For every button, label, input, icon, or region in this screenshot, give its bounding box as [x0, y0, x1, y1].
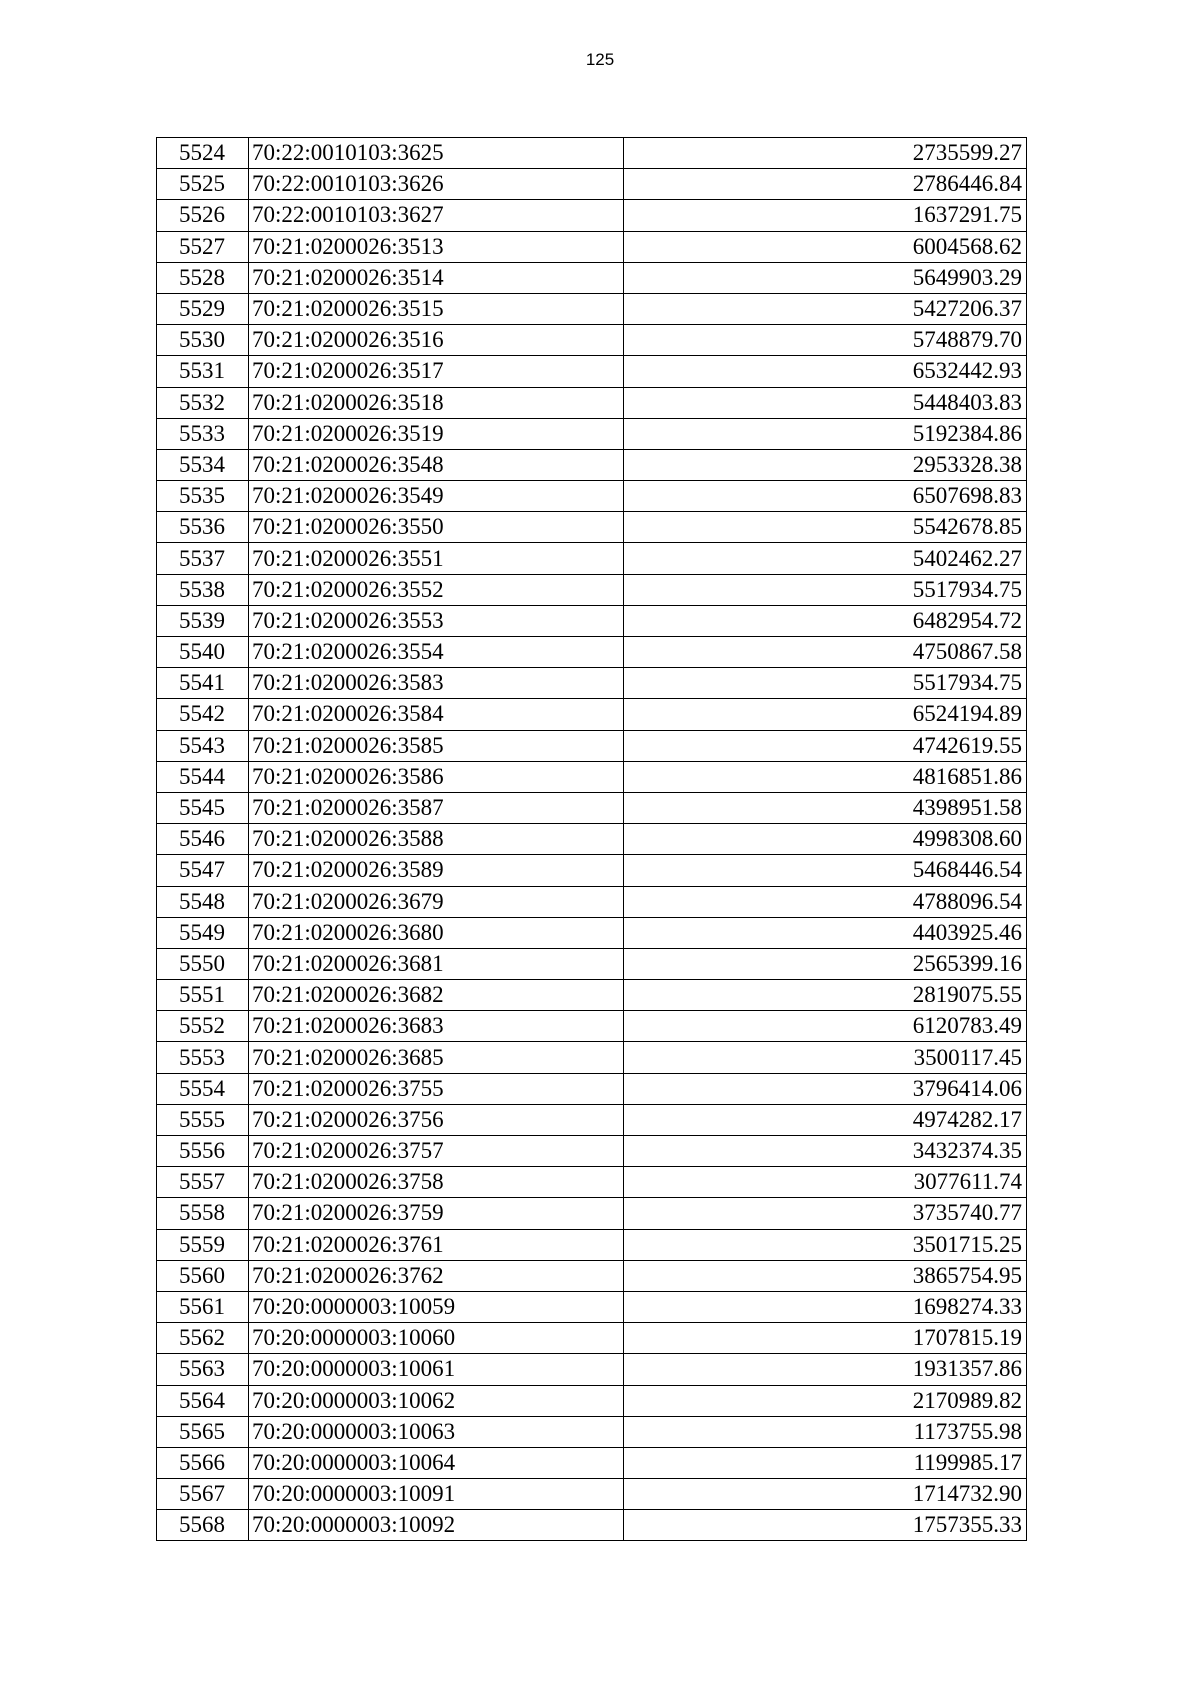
cadastral-value-cell: 5542678.85 [624, 512, 1027, 543]
cadastral-number-cell: 70:20:0000003:10060 [249, 1323, 624, 1354]
cadastral-value-cell: 3865754.95 [624, 1260, 1027, 1291]
cadastral-number-cell: 70:21:0200026:3553 [249, 605, 624, 636]
cadastral-value-cell: 5517934.75 [624, 668, 1027, 699]
row-number-cell: 5525 [157, 169, 249, 200]
table-row [157, 730, 1027, 761]
cadastral-value-cell: 3501715.25 [624, 1229, 1027, 1260]
table-row [157, 1447, 1027, 1478]
table-row [157, 1136, 1027, 1167]
row-number-cell: 5539 [157, 605, 249, 636]
table-body [157, 138, 1027, 1541]
cadastral-value-cell: 1757355.33 [624, 1510, 1027, 1541]
row-number-cell: 5552 [157, 1011, 249, 1042]
cadastral-value-cell: 5517934.75 [624, 574, 1027, 605]
cadastral-number-cell: 70:21:0200026:3679 [249, 886, 624, 917]
cadastral-value-table [156, 137, 1027, 1541]
table-row [157, 1229, 1027, 1260]
table-row [157, 200, 1027, 231]
cadastral-number-cell: 70:21:0200026:3513 [249, 231, 624, 262]
cadastral-value-cell: 5649903.29 [624, 262, 1027, 293]
table-row [157, 824, 1027, 855]
cadastral-value-cell: 1637291.75 [624, 200, 1027, 231]
cadastral-value-cell: 5748879.70 [624, 325, 1027, 356]
cadastral-value-cell: 4398951.58 [624, 792, 1027, 823]
cadastral-value-cell: 3500117.45 [624, 1042, 1027, 1073]
table-row [157, 605, 1027, 636]
cadastral-value-cell: 6507698.83 [624, 481, 1027, 512]
table-row [157, 1011, 1027, 1042]
table-row [157, 1385, 1027, 1416]
table-row [157, 1260, 1027, 1291]
cadastral-number-cell: 70:21:0200026:3755 [249, 1073, 624, 1104]
table-row [157, 1042, 1027, 1073]
table-row [157, 1479, 1027, 1510]
table-row [157, 138, 1027, 169]
row-number-cell: 5566 [157, 1447, 249, 1478]
table-row [157, 481, 1027, 512]
cadastral-number-cell: 70:21:0200026:3761 [249, 1229, 624, 1260]
table-row [157, 637, 1027, 668]
cadastral-number-cell: 70:21:0200026:3584 [249, 699, 624, 730]
cadastral-value-cell: 6532442.93 [624, 356, 1027, 387]
table-row [157, 449, 1027, 480]
cadastral-value-cell: 5448403.83 [624, 387, 1027, 418]
table-row [157, 792, 1027, 823]
table-row [157, 668, 1027, 699]
table-row [157, 1073, 1027, 1104]
table-row [157, 1291, 1027, 1322]
cadastral-number-cell: 70:21:0200026:3762 [249, 1260, 624, 1291]
cadastral-number-cell: 70:22:0010103:3627 [249, 200, 624, 231]
row-number-cell: 5560 [157, 1260, 249, 1291]
table-row [157, 1104, 1027, 1135]
table-row [157, 574, 1027, 605]
table-row [157, 325, 1027, 356]
row-number-cell: 5562 [157, 1323, 249, 1354]
cadastral-number-cell: 70:21:0200026:3683 [249, 1011, 624, 1042]
table-row [157, 1354, 1027, 1385]
cadastral-number-cell: 70:21:0200026:3516 [249, 325, 624, 356]
cadastral-number-cell: 70:21:0200026:3588 [249, 824, 624, 855]
cadastral-number-cell: 70:21:0200026:3549 [249, 481, 624, 512]
cadastral-value-cell: 5468446.54 [624, 855, 1027, 886]
table-row [157, 169, 1027, 200]
cadastral-number-cell: 70:22:0010103:3626 [249, 169, 624, 200]
row-number-cell: 5553 [157, 1042, 249, 1073]
cadastral-number-cell: 70:21:0200026:3585 [249, 730, 624, 761]
cadastral-number-cell: 70:21:0200026:3583 [249, 668, 624, 699]
row-number-cell: 5544 [157, 761, 249, 792]
cadastral-value-cell: 6524194.89 [624, 699, 1027, 730]
row-number-cell: 5556 [157, 1136, 249, 1167]
row-number-cell: 5542 [157, 699, 249, 730]
row-number-cell: 5545 [157, 792, 249, 823]
cadastral-value-cell: 3077611.74 [624, 1167, 1027, 1198]
row-number-cell: 5555 [157, 1104, 249, 1135]
table-row [157, 1198, 1027, 1229]
row-number-cell: 5532 [157, 387, 249, 418]
cadastral-number-cell: 70:20:0000003:10059 [249, 1291, 624, 1322]
row-number-cell: 5547 [157, 855, 249, 886]
cadastral-number-cell: 70:21:0200026:3587 [249, 792, 624, 823]
cadastral-value-cell: 2953328.38 [624, 449, 1027, 480]
cadastral-value-cell: 1173755.98 [624, 1416, 1027, 1447]
cadastral-number-cell: 70:21:0200026:3548 [249, 449, 624, 480]
row-number-cell: 5551 [157, 980, 249, 1011]
cadastral-value-cell: 3432374.35 [624, 1136, 1027, 1167]
cadastral-number-cell: 70:20:0000003:10092 [249, 1510, 624, 1541]
cadastral-value-cell: 2819075.55 [624, 980, 1027, 1011]
cadastral-number-cell: 70:21:0200026:3550 [249, 512, 624, 543]
table-row [157, 1323, 1027, 1354]
table-row [157, 231, 1027, 262]
cadastral-value-cell: 4750867.58 [624, 637, 1027, 668]
table-row [157, 1416, 1027, 1447]
cadastral-value-cell: 4403925.46 [624, 917, 1027, 948]
cadastral-value-cell: 3796414.06 [624, 1073, 1027, 1104]
cadastral-number-cell: 70:20:0000003:10063 [249, 1416, 624, 1447]
table-row [157, 293, 1027, 324]
cadastral-value-cell: 2735599.27 [624, 138, 1027, 169]
row-number-cell: 5568 [157, 1510, 249, 1541]
cadastral-number-cell: 70:20:0000003:10064 [249, 1447, 624, 1478]
table-row [157, 262, 1027, 293]
row-number-cell: 5531 [157, 356, 249, 387]
row-number-cell: 5559 [157, 1229, 249, 1260]
cadastral-value-cell: 2170989.82 [624, 1385, 1027, 1416]
cadastral-number-cell: 70:21:0200026:3685 [249, 1042, 624, 1073]
row-number-cell: 5533 [157, 418, 249, 449]
cadastral-value-cell: 4742619.55 [624, 730, 1027, 761]
cadastral-value-cell: 2786446.84 [624, 169, 1027, 200]
cadastral-number-cell: 70:21:0200026:3759 [249, 1198, 624, 1229]
row-number-cell: 5554 [157, 1073, 249, 1104]
cadastral-value-cell: 1931357.86 [624, 1354, 1027, 1385]
table-row [157, 948, 1027, 979]
cadastral-number-cell: 70:21:0200026:3586 [249, 761, 624, 792]
row-number-cell: 5536 [157, 512, 249, 543]
cadastral-number-cell: 70:22:0010103:3625 [249, 138, 624, 169]
cadastral-value-cell: 4974282.17 [624, 1104, 1027, 1135]
cadastral-value-cell: 6004568.62 [624, 231, 1027, 262]
cadastral-value-cell: 6120783.49 [624, 1011, 1027, 1042]
cadastral-value-cell: 1707815.19 [624, 1323, 1027, 1354]
cadastral-number-cell: 70:21:0200026:3758 [249, 1167, 624, 1198]
row-number-cell: 5543 [157, 730, 249, 761]
page-number: 125 [585, 50, 615, 69]
row-number-cell: 5538 [157, 574, 249, 605]
cadastral-number-cell: 70:21:0200026:3515 [249, 293, 624, 324]
row-number-cell: 5549 [157, 917, 249, 948]
table-row [157, 356, 1027, 387]
cadastral-number-cell: 70:21:0200026:3552 [249, 574, 624, 605]
row-number-cell: 5530 [157, 325, 249, 356]
cadastral-number-cell: 70:21:0200026:3589 [249, 855, 624, 886]
cadastral-value-cell: 1714732.90 [624, 1479, 1027, 1510]
cadastral-value-cell: 1199985.17 [624, 1447, 1027, 1478]
table-row [157, 761, 1027, 792]
row-number-cell: 5528 [157, 262, 249, 293]
table-row [157, 1167, 1027, 1198]
row-number-cell: 5534 [157, 449, 249, 480]
row-number-cell: 5527 [157, 231, 249, 262]
cadastral-number-cell: 70:21:0200026:3554 [249, 637, 624, 668]
cadastral-number-cell: 70:21:0200026:3518 [249, 387, 624, 418]
table-row [157, 387, 1027, 418]
row-number-cell: 5546 [157, 824, 249, 855]
cadastral-value-cell: 4816851.86 [624, 761, 1027, 792]
table-row [157, 886, 1027, 917]
cadastral-value-cell: 6482954.72 [624, 605, 1027, 636]
cadastral-value-cell: 1698274.33 [624, 1291, 1027, 1322]
cadastral-number-cell: 70:20:0000003:10091 [249, 1479, 624, 1510]
table-row [157, 699, 1027, 730]
row-number-cell: 5548 [157, 886, 249, 917]
row-number-cell: 5524 [157, 138, 249, 169]
row-number-cell: 5541 [157, 668, 249, 699]
row-number-cell: 5535 [157, 481, 249, 512]
table-row [157, 512, 1027, 543]
row-number-cell: 5565 [157, 1416, 249, 1447]
table-row [157, 1510, 1027, 1541]
cadastral-number-cell: 70:21:0200026:3551 [249, 543, 624, 574]
row-number-cell: 5537 [157, 543, 249, 574]
cadastral-number-cell: 70:21:0200026:3756 [249, 1104, 624, 1135]
row-number-cell: 5540 [157, 637, 249, 668]
table-row [157, 980, 1027, 1011]
row-number-cell: 5558 [157, 1198, 249, 1229]
row-number-cell: 5557 [157, 1167, 249, 1198]
row-number-cell: 5563 [157, 1354, 249, 1385]
cadastral-value-cell: 5427206.37 [624, 293, 1027, 324]
cadastral-value-cell: 5192384.86 [624, 418, 1027, 449]
cadastral-number-cell: 70:21:0200026:3681 [249, 948, 624, 979]
row-number-cell: 5529 [157, 293, 249, 324]
cadastral-value-cell: 4788096.54 [624, 886, 1027, 917]
cadastral-number-cell: 70:21:0200026:3519 [249, 418, 624, 449]
row-number-cell: 5526 [157, 200, 249, 231]
table-row [157, 543, 1027, 574]
cadastral-number-cell: 70:21:0200026:3682 [249, 980, 624, 1011]
row-number-cell: 5561 [157, 1291, 249, 1322]
cadastral-value-cell: 5402462.27 [624, 543, 1027, 574]
cadastral-number-cell: 70:21:0200026:3514 [249, 262, 624, 293]
table-row [157, 855, 1027, 886]
cadastral-value-cell: 4998308.60 [624, 824, 1027, 855]
row-number-cell: 5550 [157, 948, 249, 979]
cadastral-number-cell: 70:21:0200026:3680 [249, 917, 624, 948]
cadastral-number-cell: 70:20:0000003:10061 [249, 1354, 624, 1385]
table-row [157, 917, 1027, 948]
cadastral-number-cell: 70:20:0000003:10062 [249, 1385, 624, 1416]
row-number-cell: 5567 [157, 1479, 249, 1510]
cadastral-number-cell: 70:21:0200026:3757 [249, 1136, 624, 1167]
cadastral-value-cell: 2565399.16 [624, 948, 1027, 979]
table-row [157, 418, 1027, 449]
cadastral-value-cell: 3735740.77 [624, 1198, 1027, 1229]
cadastral-number-cell: 70:21:0200026:3517 [249, 356, 624, 387]
row-number-cell: 5564 [157, 1385, 249, 1416]
